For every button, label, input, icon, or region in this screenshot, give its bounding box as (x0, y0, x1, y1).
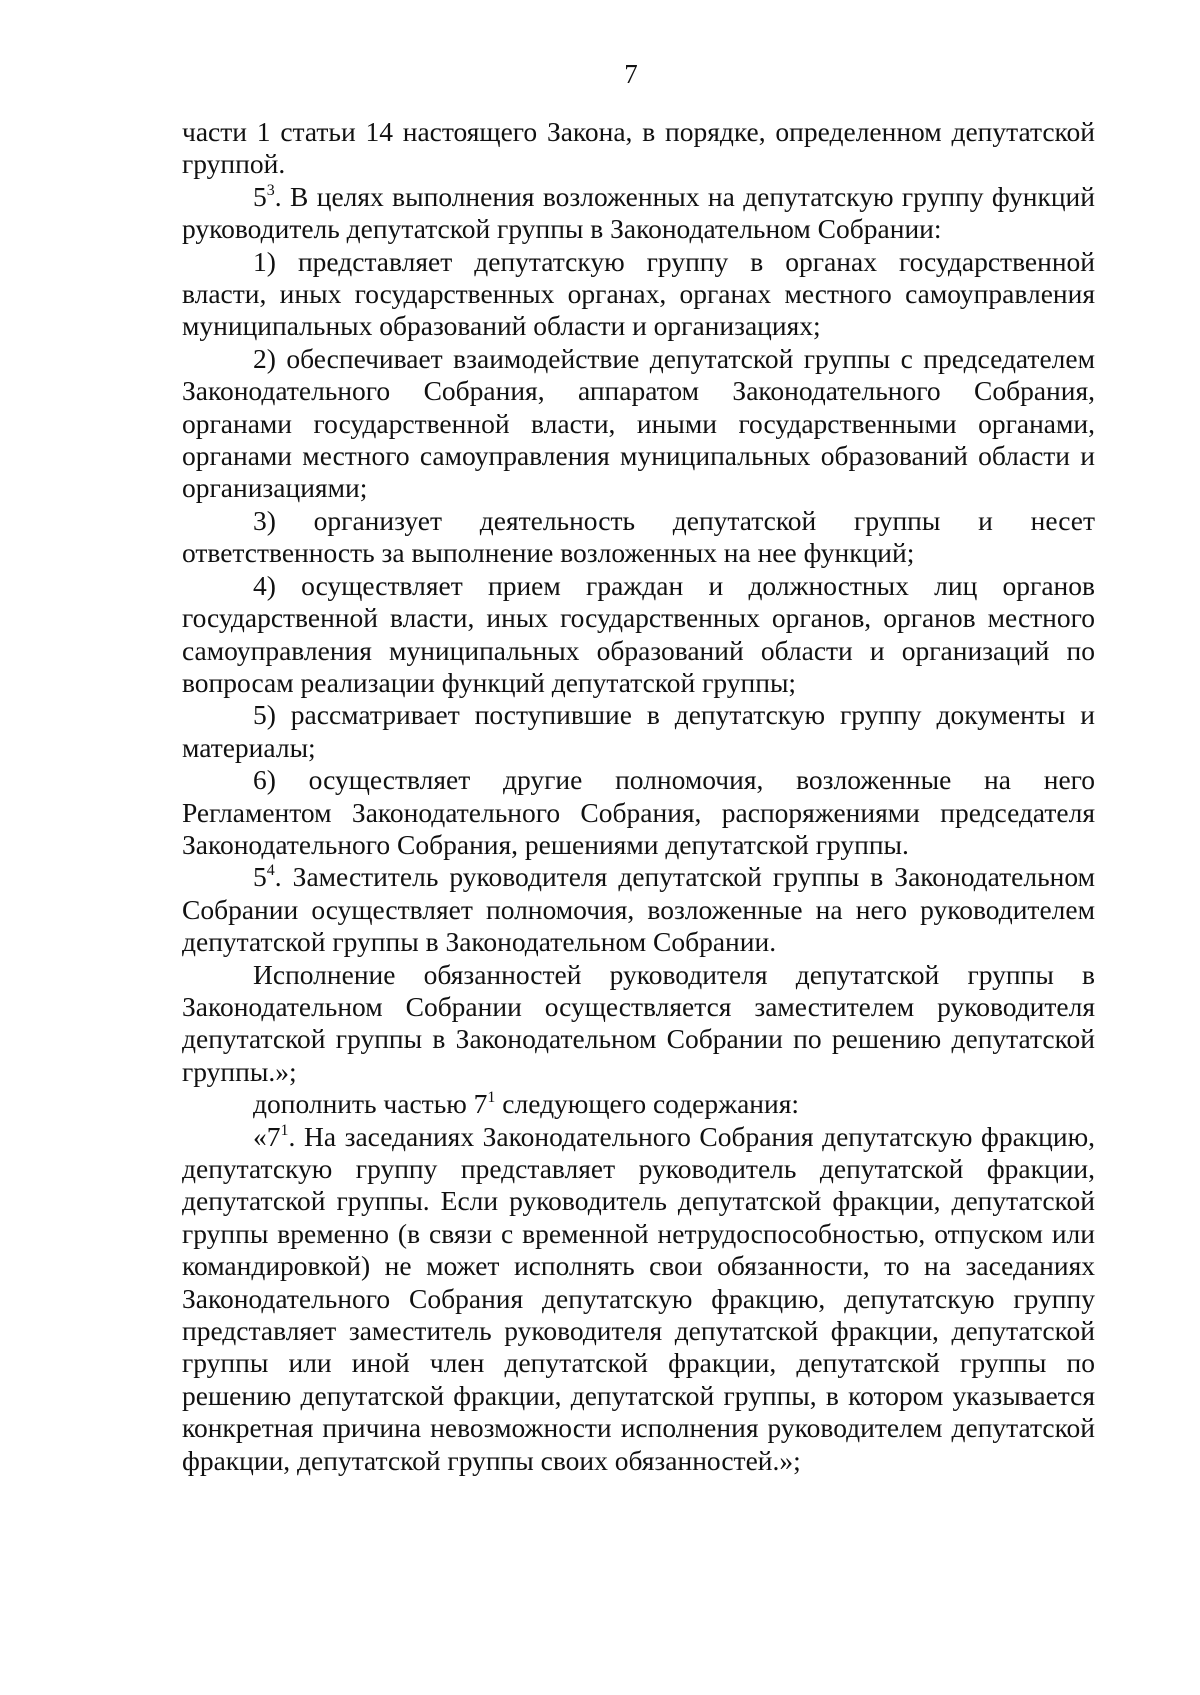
list-item-text: 6) осуществляет другие полномочия, возложенные на него Регламентом Законодательного Собрания, распоряжениями председателя Законодательного Собрания, решениями депутатской группы. (182, 764, 1095, 860)
list-item-text: 1) представляет депутатскую группу в органах государственной власти, иных государственных органах, органах местного самоуправления муниципальных образований области и организациях; (182, 245, 1095, 342)
paragraph-number: «7 (253, 1120, 281, 1152)
document-body (182, 116, 1095, 1477)
paragraph-text: . Заместитель руководителя депутатской группы в Законодательном Собрании осуществляет полномочия, возложенные на него руководителем депутатской группы в Законодательном Собрании. (182, 861, 1095, 958)
list-item-text: 4) осуществляет прием граждан и должностных лиц органов государственной власти, иных государственных органов, органов местного самоуправления муниципальных образований области и организаций по вопросам реализации функций депутатской группы; (182, 569, 1095, 698)
paragraph-text: следующего содержания: (495, 1088, 799, 1120)
paragraph-superscript: 3 (266, 181, 275, 199)
paragraph-text: . В целях выполнения возложенных на депутатскую группу функций руководитель депутатской группы в Законодательном Собрании: (182, 180, 1095, 245)
paragraph-7-1 (182, 1121, 1095, 1477)
list-item-1 (182, 246, 1095, 343)
paragraph-number: 5 (253, 861, 267, 893)
paragraph-lead: дополнить частью 7 (253, 1088, 488, 1120)
paragraph-text: части 1 статьи 14 настоящего Закона, в порядке, определенном депутатской группой. (182, 116, 1095, 180)
list-item-2 (182, 343, 1095, 505)
paragraph-duties (182, 959, 1095, 1089)
list-item-5 (182, 699, 1095, 764)
list-item-4 (182, 570, 1095, 700)
paragraph-superscript: 1 (487, 1089, 496, 1107)
list-item-text: 5) рассматривает поступившие в депутатскую группу документы и материалы; (182, 699, 1095, 763)
page-number: 7 (624, 59, 638, 89)
paragraph-superscript: 4 (266, 862, 275, 880)
paragraph-5-3 (182, 181, 1095, 246)
paragraph-text: . На заседаниях Законодательного Собрания депутатскую фракцию, депутатскую группу представляет руководитель депутатской фракции, депутатской группы. Если руководитель депутатской фракции, депутатской группы временно (в связи с временной нетрудоспособностью, отпуском или командировкой) не может исполнять свои обязанности, то на заседаниях Законодательного Собрания депутатскую фракцию, депутатскую группу представляет заместитель руководителя депутатской фракции, депутатской группы или иной член депутатской фракции, депутатской группы по решению депутатской фракции, депутатской группы, в котором указывается конкретная причина невозможности исполнения руководителем депутатской фракции, депутатской группы своих обязанностей.»; (182, 1120, 1095, 1476)
paragraph-text: Исполнение обязанностей руководителя депутатской группы в Законодательном Собрании осуществляется заместителем руководителя депутатской группы в Законодательном Собрании по решению депутатской группы.»; (182, 958, 1095, 1087)
paragraph-superscript: 1 (280, 1121, 289, 1139)
paragraph-number: 5 (253, 180, 267, 212)
paragraph-5-4 (182, 861, 1095, 958)
paragraph-continuation (182, 116, 1095, 181)
paragraph-amend-instruction (182, 1088, 1095, 1120)
list-item-3 (182, 505, 1095, 570)
list-item-6 (182, 764, 1095, 861)
list-item-text: 3) организует деятельность депутатской группы и несет ответственность за выполнение возложенных на нее функций; (182, 504, 1095, 569)
list-item-text: 2) обеспечивает взаимодействие депутатской группы с председателем Законодательного Собрания, аппаратом Законодательного Собрания, органами государственной власти, иными государственными органами, органами местного самоуправления муниципальных образований области и организациями; (182, 342, 1095, 504)
